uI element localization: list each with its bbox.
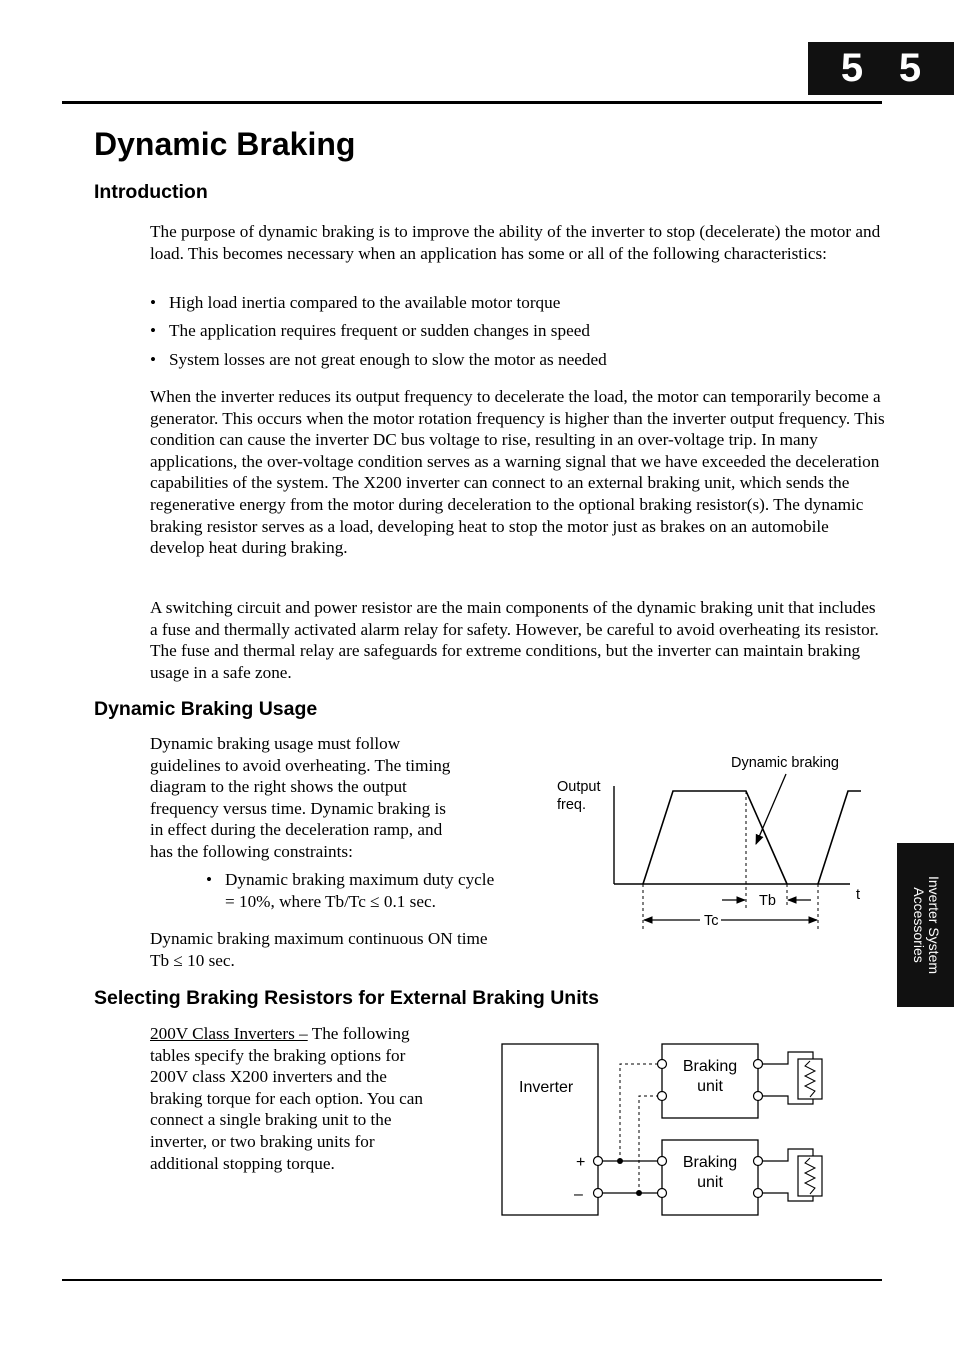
selecting-heading: Selecting Braking Resistors for External Braking Units bbox=[94, 987, 599, 1009]
selecting-paragraph bbox=[150, 1023, 423, 1174]
terminal bbox=[754, 1157, 763, 1166]
terminal bbox=[658, 1060, 667, 1069]
introduction-heading: Introduction bbox=[94, 181, 208, 203]
inverter-box bbox=[502, 1044, 598, 1215]
terminal bbox=[594, 1189, 603, 1198]
intro-bullet-1: • High load inertia compared to the available motor torque bbox=[150, 293, 561, 312]
intro-para-2-text: When the inverter reduces its output frequency to decelerate the load, the motor can temporarily become a generator. This occurs when the motor rotation frequency is higher than the inverter output frequency. This condition can cause the inverter DC bus voltage to rise, resulting in an over-voltage trip. In many applications, the over-voltage condition serves as a warning signal that we have exceeded the deceleration capabilities of the system. The X200 inverter can connect to an external braking unit, which sends the regenerative energy from the motor during deceleration to the optional braking resistor(s). The dynamic braking resistor serves as a load, developing heat to stop the motor just as brakes on an automobile develop heat during braking. bbox=[150, 387, 885, 558]
bullet-text: The application requires frequent or sudden changes in speed bbox=[169, 321, 590, 340]
footer-rule bbox=[62, 1279, 882, 1281]
junction-dot bbox=[617, 1158, 623, 1164]
selecting-line: tables specify the braking options for bbox=[150, 1045, 406, 1065]
annotation-arrow bbox=[756, 774, 786, 844]
selecting-line: braking torque for each option. You can bbox=[150, 1088, 424, 1108]
unit2-line1: Braking bbox=[682, 1154, 738, 1171]
side-tab-text bbox=[911, 876, 941, 974]
unit1-line1: Braking bbox=[682, 1058, 738, 1075]
inverter-label: Inverter bbox=[519, 1079, 574, 1096]
selecting-lead: 200V Class Inverters – bbox=[150, 1024, 308, 1043]
intro-bullet-3: • System losses are not great enough to slow the motor as needed bbox=[150, 350, 607, 369]
bullet-text: System losses are not great enough to slow the motor as needed bbox=[169, 350, 607, 369]
tb-label: Tb bbox=[759, 893, 776, 909]
chapter-digit: 5 bbox=[898, 46, 922, 90]
wiring-diagram bbox=[495, 1036, 835, 1222]
terminal bbox=[754, 1092, 763, 1101]
page-title: Dynamic Braking bbox=[94, 126, 356, 162]
selecting-line: connect a single braking unit to the bbox=[150, 1110, 392, 1130]
selecting-line: The following bbox=[307, 1024, 410, 1043]
usage-paragraph-2 bbox=[150, 928, 488, 971]
intro-bullet-2: • The application requires frequent or sudden changes in speed bbox=[150, 321, 590, 340]
xlabel-t: t bbox=[856, 887, 861, 903]
selecting-line: 200V class X200 inverters and the bbox=[150, 1067, 387, 1087]
frequency-profile-next bbox=[818, 791, 861, 884]
section-side-tab bbox=[897, 843, 954, 1007]
unit1-line2: unit bbox=[697, 1078, 723, 1095]
intro-para-3-text: A switching circuit and power resistor are the main components of the dynamic braking unit that includes a fuse and thermally activated alarm relay for safety. However, be careful to avoid overheating its resistor. The fuse and thermal relay are safeguards for extreme conditions, but the inverter can maintain braking usage in a safe zone. bbox=[150, 598, 879, 682]
chapter-digit: 5 bbox=[840, 46, 864, 90]
header-rule bbox=[62, 101, 882, 104]
usage-para2-line2: Tb ≤ 10 sec. bbox=[150, 950, 235, 970]
intro-para-1-text: The purpose of dynamic braking is to improve the ability of the inverter to stop (decelerate) the motor and load. This becomes necessary when an application has some or all of the following characteristics: bbox=[150, 222, 881, 263]
terminal bbox=[754, 1060, 763, 1069]
terminal bbox=[754, 1189, 763, 1198]
usage-paragraph-1 bbox=[150, 733, 450, 863]
usage-line: diagram to the right shows the output bbox=[150, 777, 407, 797]
side-tab-line1: Inverter System bbox=[925, 875, 942, 975]
signal-line-2 bbox=[639, 1096, 657, 1193]
ylabel-line1: Output bbox=[557, 779, 601, 795]
bullet-text: High load inertia compared to the available motor torque bbox=[169, 293, 561, 312]
usage-bullet: • Dynamic braking maximum duty cycle = 10%, where Tb/Tc ≤ 0.1 sec. bbox=[206, 870, 495, 911]
chapter-number-tab bbox=[808, 42, 954, 95]
usage-line: in effect during the deceleration ramp, and bbox=[150, 820, 443, 840]
terminal bbox=[594, 1157, 603, 1166]
terminal bbox=[658, 1157, 667, 1166]
frequency-profile bbox=[643, 791, 787, 884]
usage-heading: Dynamic Braking Usage bbox=[94, 698, 318, 720]
intro-paragraph-1 bbox=[150, 221, 885, 264]
usage-para2-line1: Dynamic braking maximum continuous ON time bbox=[150, 929, 488, 948]
usage-line: frequency versus time. Dynamic braking is bbox=[150, 798, 446, 818]
plus-label: + bbox=[576, 1154, 586, 1171]
selecting-line: additional stopping torque. bbox=[150, 1153, 335, 1173]
usage-bullet-line2: = 10%, where Tb/Tc ≤ 0.1 sec. bbox=[225, 891, 436, 911]
usage-line: Dynamic braking usage must follow bbox=[150, 734, 401, 753]
junction-dot bbox=[636, 1190, 642, 1196]
ylabel-line2: freq. bbox=[557, 797, 587, 813]
terminal bbox=[658, 1092, 667, 1101]
intro-paragraph-3 bbox=[150, 597, 885, 683]
dynamic-braking-label: Dynamic braking bbox=[731, 755, 839, 771]
side-tab-line2: Accessories bbox=[910, 887, 927, 963]
selecting-line: inverter, or two braking units for bbox=[150, 1131, 375, 1151]
minus-label: – bbox=[574, 1186, 583, 1203]
usage-line: has the following constraints: bbox=[150, 841, 353, 861]
tc-label: Tc bbox=[704, 913, 719, 929]
unit2-line2: unit bbox=[697, 1174, 723, 1191]
usage-bullet-line1: Dynamic braking maximum duty cycle bbox=[225, 870, 495, 889]
terminal bbox=[658, 1189, 667, 1198]
intro-paragraph-2 bbox=[150, 386, 885, 559]
usage-line: guidelines to avoid overheating. The timing bbox=[150, 755, 451, 775]
timing-diagram bbox=[550, 748, 870, 938]
